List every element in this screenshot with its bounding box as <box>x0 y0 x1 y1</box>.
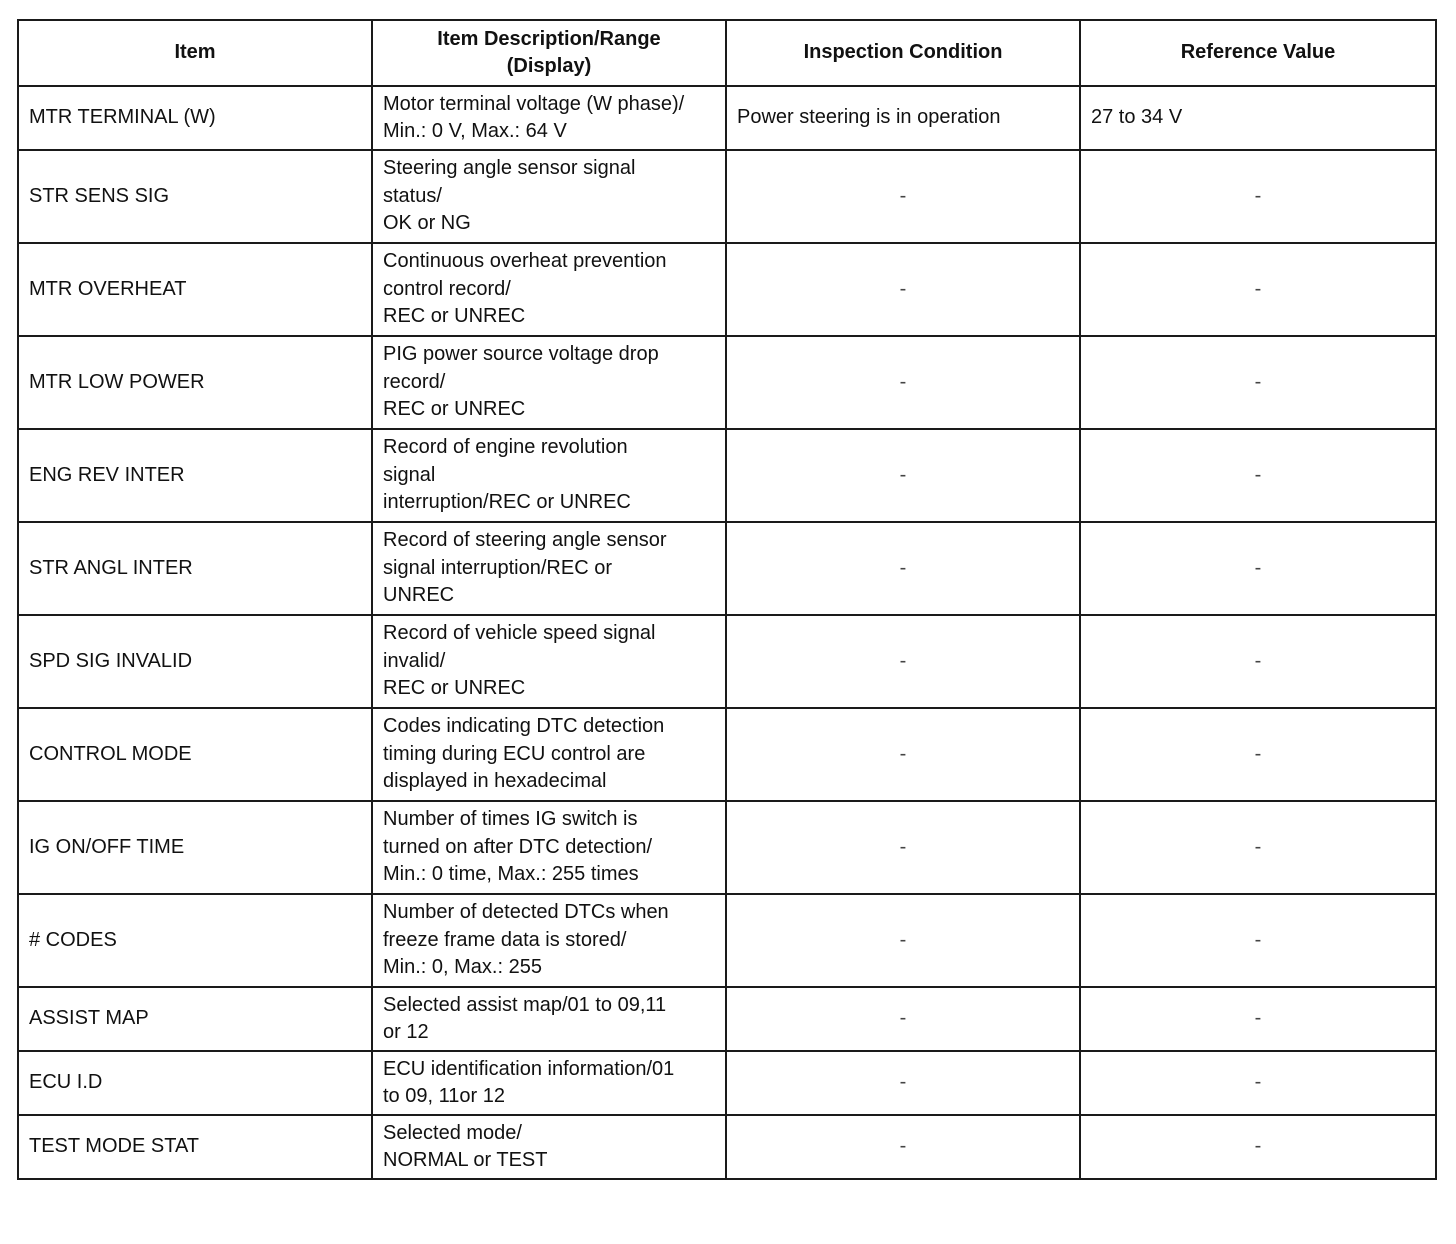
item-description-cell <box>372 150 726 243</box>
item-description-cell <box>372 801 726 894</box>
table-row <box>18 243 1436 336</box>
reference-value-cell: - <box>1080 987 1436 1051</box>
item-name-cell: IG ON/OFF TIME <box>18 801 372 894</box>
description-line: PIG power source voltage drop <box>383 343 659 366</box>
description-line: Min.: 0, Max.: 255 <box>383 956 542 979</box>
item-name-cell: TEST MODE STAT <box>18 1115 372 1179</box>
item-name-cell: CONTROL MODE <box>18 708 372 801</box>
description-line: NORMAL or TEST <box>383 1149 548 1171</box>
description-line: Steering angle sensor signal <box>383 157 636 180</box>
description-line: REC or UNREC <box>383 677 526 700</box>
description-line: control record/ <box>383 277 511 300</box>
description-line: UNREC <box>383 584 455 607</box>
description-line: or 12 <box>383 1021 429 1043</box>
table-header <box>18 20 1436 86</box>
item-name-cell: MTR OVERHEAT <box>18 243 372 336</box>
inspection-condition-cell: - <box>726 1051 1080 1115</box>
reference-value-cell: - <box>1080 801 1436 894</box>
item-name-cell: SPD SIG INVALID <box>18 615 372 708</box>
description-line: Continuous overheat prevention <box>383 250 667 273</box>
header-text-line: Item Description/Range <box>437 27 661 50</box>
description-line: Record of engine revolution <box>383 436 628 459</box>
header-item-description <box>372 20 726 86</box>
inspection-condition-cell: Power steering is in operation <box>726 86 1080 150</box>
header-text-line: (Display) <box>506 55 592 77</box>
inspection-condition-cell: - <box>726 894 1080 987</box>
description-line: Record of steering angle sensor <box>383 529 667 552</box>
description-line: Selected mode/ <box>383 1121 522 1144</box>
item-description-cell <box>372 522 726 615</box>
description-line: Number of detected DTCs when <box>383 901 669 924</box>
item-name-cell: # CODES <box>18 894 372 987</box>
inspection-condition-cell: - <box>726 708 1080 801</box>
description-line: signal <box>383 463 436 486</box>
table-row <box>18 801 1436 894</box>
reference-value-cell: - <box>1080 150 1436 243</box>
inspection-condition-cell: - <box>726 1115 1080 1179</box>
reference-value-cell: 27 to 34 V <box>1080 86 1436 150</box>
item-description-cell <box>372 429 726 522</box>
inspection-condition-cell: - <box>726 150 1080 243</box>
description-line: freeze frame data is stored/ <box>383 928 627 951</box>
table-body <box>18 86 1436 1179</box>
inspection-condition-cell: - <box>726 522 1080 615</box>
item-description-cell <box>372 336 726 429</box>
table-row <box>18 987 1436 1051</box>
inspection-condition-cell: - <box>726 801 1080 894</box>
description-line: Record of vehicle speed signal <box>383 622 656 645</box>
inspection-condition-cell: - <box>726 615 1080 708</box>
reference-value-cell: - <box>1080 894 1436 987</box>
description-line: ECU identification information/01 <box>383 1057 675 1080</box>
description-line: displayed in hexadecimal <box>383 770 607 793</box>
header-item <box>18 20 372 86</box>
description-line: invalid/ <box>383 649 446 672</box>
description-line: OK or NG <box>383 212 471 235</box>
reference-value-cell: - <box>1080 429 1436 522</box>
header-row <box>18 20 1436 86</box>
inspection-condition-cell: - <box>726 987 1080 1051</box>
item-description-cell <box>372 987 726 1051</box>
reference-value-cell: - <box>1080 1115 1436 1179</box>
table-row <box>18 86 1436 150</box>
item-description-cell <box>372 1051 726 1115</box>
item-description-cell <box>372 708 726 801</box>
table-row <box>18 522 1436 615</box>
inspection-condition-cell: - <box>726 243 1080 336</box>
description-line: Min.: 0 time, Max.: 255 times <box>383 863 639 886</box>
item-description-cell <box>372 243 726 336</box>
description-line: status/ <box>383 184 442 207</box>
item-name-cell: STR ANGL INTER <box>18 522 372 615</box>
description-line: Number of times IG switch is <box>383 808 638 831</box>
item-name-cell: MTR TERMINAL (W) <box>18 86 372 150</box>
description-line: signal interruption/REC or <box>383 556 612 579</box>
item-name-cell: ECU I.D <box>18 1051 372 1115</box>
item-description-cell <box>372 1115 726 1179</box>
description-line: Min.: 0 V, Max.: 64 V <box>383 120 567 142</box>
item-name-cell: STR SENS SIG <box>18 150 372 243</box>
description-line: to 09, 11or 12 <box>383 1085 505 1107</box>
table-row <box>18 150 1436 243</box>
data-list-table <box>17 19 1437 1180</box>
description-line: REC or UNREC <box>383 398 526 421</box>
header-reference-value <box>1080 20 1436 86</box>
description-line: REC or UNREC <box>383 305 526 328</box>
description-line: Motor terminal voltage (W phase)/ <box>383 92 685 115</box>
item-name-cell: ASSIST MAP <box>18 987 372 1051</box>
item-name-cell: ENG REV INTER <box>18 429 372 522</box>
item-description-cell <box>372 615 726 708</box>
description-line: record/ <box>383 370 446 393</box>
table-row <box>18 1051 1436 1115</box>
header-text-line: Inspection Condition <box>803 41 1003 64</box>
description-line: Codes indicating DTC detection <box>383 715 665 738</box>
reference-value-cell: - <box>1080 522 1436 615</box>
reference-value-cell: - <box>1080 1051 1436 1115</box>
table-row <box>18 615 1436 708</box>
reference-value-cell: - <box>1080 336 1436 429</box>
description-line: timing during ECU control are <box>383 742 646 765</box>
inspection-condition-cell: - <box>726 429 1080 522</box>
table-row <box>18 708 1436 801</box>
reference-value-cell: - <box>1080 243 1436 336</box>
description-line: turned on after DTC detection/ <box>383 835 653 858</box>
inspection-condition-cell: - <box>726 336 1080 429</box>
table-row <box>18 1115 1436 1179</box>
reference-value-cell: - <box>1080 708 1436 801</box>
header-text-line: Item <box>174 41 216 64</box>
table-row <box>18 894 1436 987</box>
table-row <box>18 429 1436 522</box>
description-line: Selected assist map/01 to 09,11 <box>383 993 667 1016</box>
description-line: interruption/REC or UNREC <box>383 491 631 514</box>
item-description-cell <box>372 894 726 987</box>
table-row <box>18 336 1436 429</box>
header-text-line: Reference Value <box>1180 41 1336 64</box>
reference-value-cell: - <box>1080 615 1436 708</box>
header-inspection-condition <box>726 20 1080 86</box>
item-description-cell <box>372 86 726 150</box>
item-name-cell: MTR LOW POWER <box>18 336 372 429</box>
